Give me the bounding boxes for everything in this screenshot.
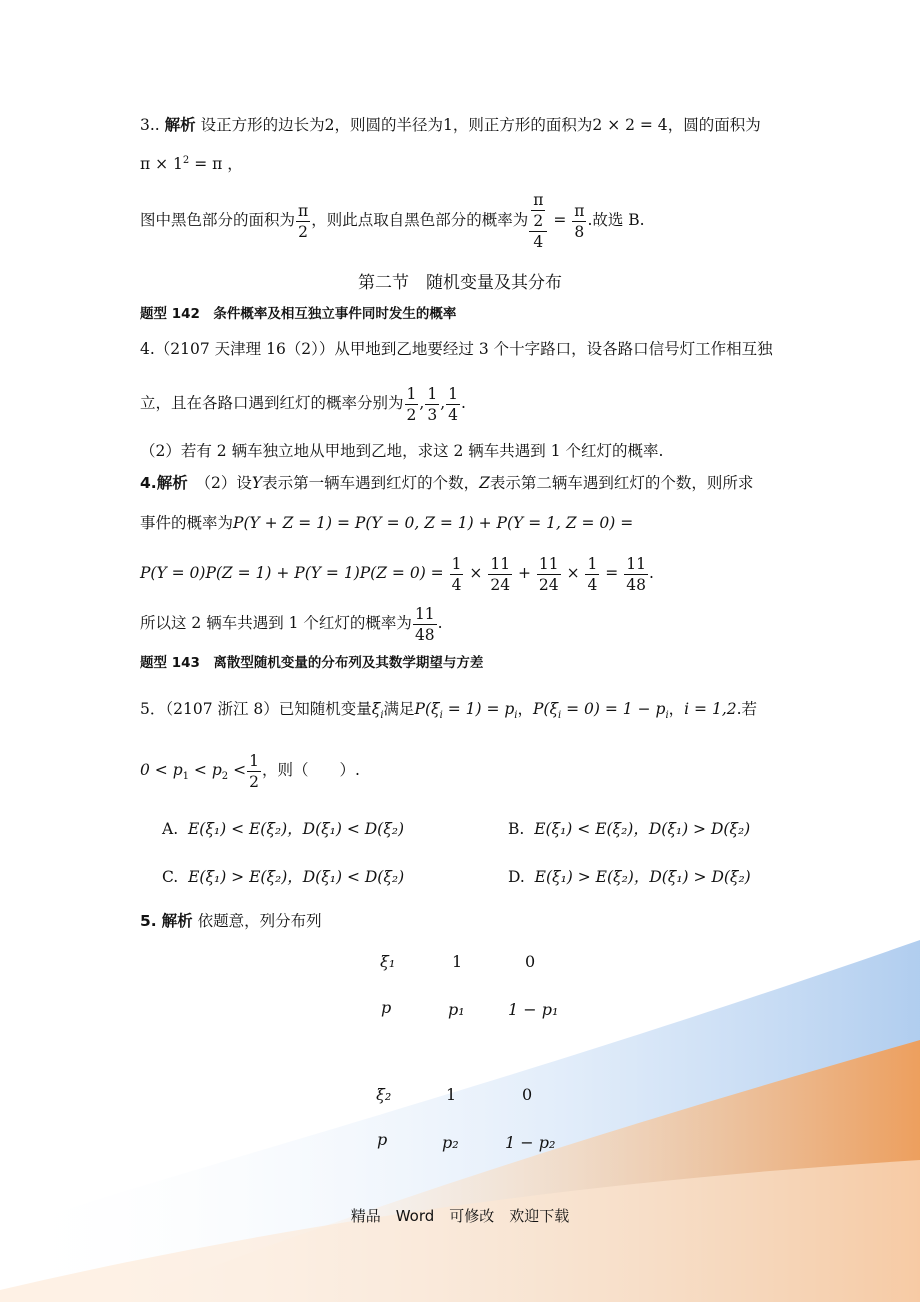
table-cell: p	[381, 998, 392, 1017]
table-cell: 1 − p₂	[505, 1133, 556, 1152]
topic-142-heading: 题型 142 条件概率及相互独立事件同时发生的概率	[140, 306, 457, 322]
option-c[interactable]: C. E(ξ₁) > E(ξ₂)，D(ξ₁) < D(ξ₂)	[162, 868, 405, 886]
q3-text: ，圆的面积为	[667, 116, 761, 134]
q5-solution-line1: 5. 解析 依题意，列分布列	[140, 912, 322, 930]
option-a[interactable]: A. E(ξ₁) < E(ξ₂)，D(ξ₁) < D(ξ₂)	[162, 820, 405, 838]
option-b[interactable]: B. E(ξ₁) < E(ξ₂)，D(ξ₁) > D(ξ₂)	[508, 820, 751, 838]
q4-line1: 4.（2107 天津理 16（2））从甲地到乙地要经过 3 个十字路口，设各路口信号灯工作相互独	[140, 340, 773, 358]
table-cell: ξ₂	[376, 1085, 392, 1104]
table-cell: 0	[525, 952, 536, 971]
fraction-1-2: $\frac{1}{2}$	[249, 751, 259, 791]
q3-square-area-expr: 2 × 2 = 4	[592, 116, 668, 134]
option-d[interactable]: D. E(ξ₁) > E(ξ₂)，D(ξ₁) > D(ξ₂)	[508, 868, 751, 886]
q3-text: 图中黑色部分的面积为	[140, 211, 296, 229]
q3-text: ，则正方形的面积为	[452, 116, 593, 134]
fraction-1-4: $\frac{1}{4}$	[448, 384, 459, 424]
q5-line1: 5．（2107 浙江 8）已知随机变量$\xi_i$满足$P(\xi_i = 1) = p_i$，$P(\xi_i = 0) = 1 - p_i$，i = 1,2.若	[140, 700, 758, 722]
fraction-1-3: $\frac{1}{3}$	[427, 384, 438, 424]
q3-side-length: 2	[324, 116, 335, 134]
fraction-1-2: $\frac{1}{2}$	[406, 384, 417, 424]
q3-probability-line: 图中黑色部分的面积为 $\frac{\pi}{2}$ ，则此点取自黑色部分的概率为 $\frac{\frac{\pi}{2}}{4}$ = $\frac{\pi}{8}$ .故选 B.	[140, 191, 645, 251]
q5-line2: $0 < p_1 < p_2$ < $\frac{1}{2}$ ，则（ ）.	[140, 751, 360, 791]
q4-line2: 立，且在各路口遇到红灯的概率分别为 $\frac{1}{2}$ , $\frac{1}{3}$ , $\frac{1}{4}$ .	[140, 384, 466, 424]
page-footer: 精品 Word 可修改 欢迎下载	[350, 1207, 570, 1225]
q3-solution-label: 解析	[164, 116, 196, 134]
table-cell: 1	[446, 1085, 457, 1104]
table-cell: 1	[452, 952, 463, 971]
q4-solution-label: 解析	[156, 474, 188, 492]
q3-circle-area-expr: $\pi \times 1^2 = \pi$ ，	[140, 155, 243, 174]
table-cell: p₁	[448, 1000, 465, 1019]
topic-143-heading: 题型 143 离散型随机变量的分布列及其数学期望与方差	[140, 655, 484, 671]
fraction-pi-over-2: $\frac{\pi}{2}$	[298, 201, 309, 241]
q3-solution-line1	[140, 114, 761, 136]
table-cell: p₂	[442, 1133, 459, 1152]
q3-answer: .故选 B.	[587, 211, 645, 229]
table-cell: p	[377, 1130, 388, 1149]
fraction-pi-over-8: $\frac{\pi}{8}$	[574, 201, 585, 241]
q3-text: ，则圆的半径为	[334, 116, 444, 134]
table-cell: 0	[522, 1085, 533, 1104]
table-cell: 1 − p₁	[508, 1000, 559, 1019]
q4-solution-line3: P(Y = 0)P(Z = 1) + P(Y = 1)P(Z = 0) = $\frac{1}{4}$ × $\frac{11}{24}$ + $\frac{11}{24}$ × $\frac{1}{4}$ = $\frac{11}{48}$ .	[140, 554, 654, 594]
q4-conclusion: 所以这 2 辆车共遇到 1 个红灯的概率为 $\frac{11}{48}$ .	[140, 604, 443, 644]
compound-fraction-pi2-over-4: $\frac{\frac{\pi}{2}}{4}$	[529, 190, 547, 252]
q3-radius: 1	[443, 116, 453, 134]
q4-solution-line2: 事件的概率为P(Y + Z = 1) = P(Y = 0, Z = 1) + P(Y = 1, Z = 0) =	[140, 514, 634, 532]
q5-solution-label: 解析	[161, 912, 193, 930]
q3-text: 设正方形的边长为	[200, 116, 325, 134]
q4-part2-question: （2）若有 2 辆车独立地从甲地到乙地，求这 2 辆车共遇到 1 个红灯的概率.	[140, 442, 664, 460]
q4-solution-line1: 4.解析 （2）设Y表示第一辆车遇到红灯的个数，Z表示第二辆车遇到红灯的个数，则所求	[140, 474, 754, 492]
table-cell: ξ₁	[380, 952, 396, 971]
q3-text: ，则此点取自黑色部分的概率为	[311, 211, 529, 229]
section-title: 第二节 随机变量及其分布	[358, 273, 562, 293]
q3-number: 3..	[140, 116, 160, 134]
fraction-11-48: $\frac{11}{48}$	[414, 604, 435, 644]
